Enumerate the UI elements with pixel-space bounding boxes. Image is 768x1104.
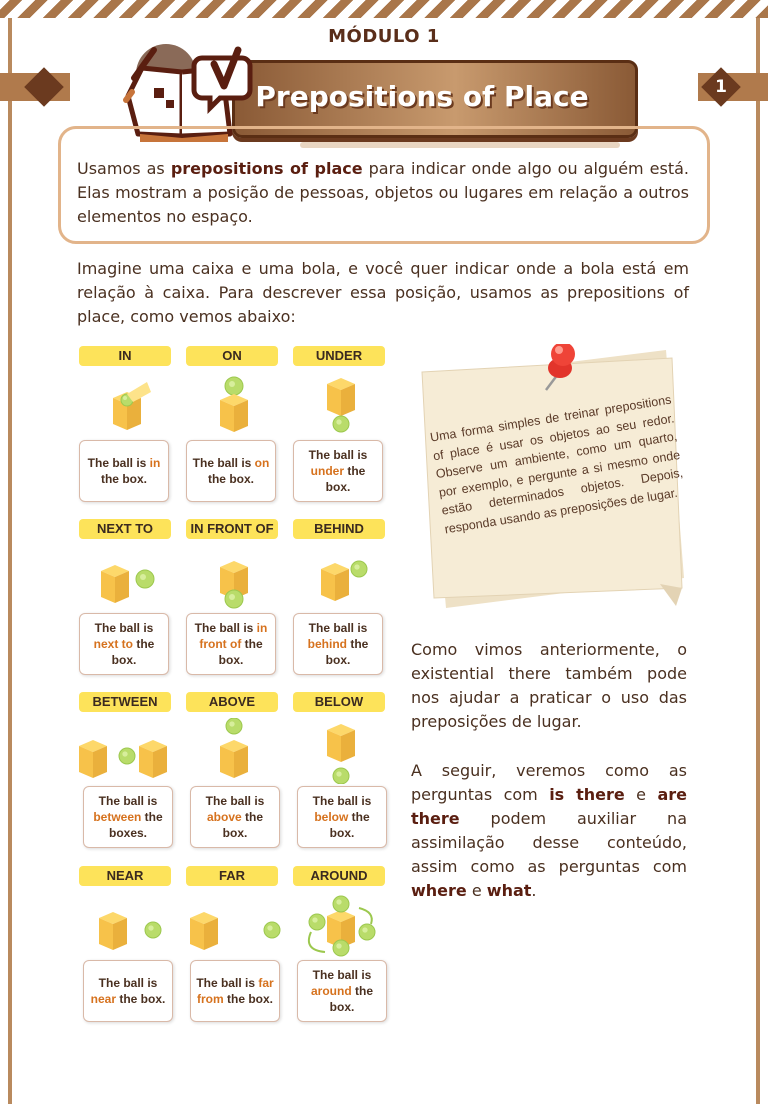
sentence-card-far: The ball is far from the box. — [190, 960, 280, 1022]
highlighted-preposition: next to — [93, 637, 133, 651]
left-border — [8, 18, 12, 1104]
highlighted-preposition: behind — [307, 637, 347, 651]
preposition-label-behind: BEHIND — [293, 519, 385, 539]
imagine-paragraph: Imagine uma caixa e uma bola, e você quer indicar onde a bola está em relação à caixa. Para descrever essa posição, usamos as prepositions of place, como vemos abaixo: — [77, 259, 689, 326]
highlighted-preposition: around — [310, 984, 352, 998]
highlighted-preposition: in — [149, 456, 161, 470]
right-border — [756, 18, 760, 1104]
illustration-around — [287, 892, 395, 958]
sentence-card-near: The ball is near the box. — [83, 960, 173, 1022]
illustration-between — [73, 718, 181, 784]
illustration-on — [180, 372, 288, 438]
preposition-label-in: IN — [79, 346, 171, 366]
preposition-label-next-to: NEXT TO — [79, 519, 171, 539]
illustration-behind — [287, 545, 395, 611]
illustration-near — [73, 892, 181, 958]
questions-paragraph: A seguir, veremos como as perguntas com is there e are there podem auxiliar na assimilação desse conteúdo, assim como as perguntas com where e what. — [411, 761, 687, 900]
highlighted-preposition: near — [90, 992, 116, 1006]
sticky-note-text: Uma forma simples de treinar prepositions of place é usar os objetos ao seu redor. Observe um ambiente, como um quarto, por exemplo, e pergunte a si mesmo onde estão determinados objetos. Depois, responda usando as preposições de lugar. — [429, 392, 684, 536]
sentence-card-below: The ball is below the box. — [297, 786, 387, 848]
preposition-label-around: AROUND — [293, 866, 385, 886]
highlighted-preposition: under — [310, 464, 344, 478]
illustration-below — [287, 718, 395, 784]
sentence-card-in-front-of: The ball is in front of the box. — [186, 613, 276, 675]
illustration-in — [73, 372, 181, 438]
sentence-card-under: The ball is under the box. — [293, 440, 383, 502]
preposition-label-under: UNDER — [293, 346, 385, 366]
illustration-above — [180, 718, 288, 784]
illustration-in-front-of — [180, 545, 288, 611]
page-number: 1 — [715, 77, 727, 97]
highlighted-preposition: below — [314, 810, 349, 824]
page-title: Prepositions of Place — [255, 80, 589, 113]
intro-paragraph: Usamos as prepositions of place para indicar onde algo ou alguém está. Elas mostram a posição de pessoas, objetos ou lugares em relação a outros elementos no espaço. — [77, 159, 690, 226]
sentence-card-in: The ball is in the box. — [79, 440, 169, 502]
sentence-card-behind: The ball is behind the box. — [293, 613, 383, 675]
highlighted-preposition: on — [254, 456, 270, 470]
preposition-label-above: ABOVE — [186, 692, 278, 712]
highlighted-preposition: between — [93, 810, 142, 824]
preposition-label-in-front-of: IN FRONT OF — [186, 519, 278, 539]
highlighted-preposition: far from — [196, 976, 274, 1006]
preposition-label-near: NEAR — [79, 866, 171, 886]
sentence-card-on: The ball is on the box. — [186, 440, 276, 502]
highlighted-preposition: above — [206, 810, 242, 824]
sentence-card-between: The ball is between the boxes. — [83, 786, 173, 848]
sentence-card-above: The ball is above the box. — [190, 786, 280, 848]
module-label: MÓDULO 1 — [328, 26, 440, 47]
highlighted-preposition: in front of — [199, 621, 268, 651]
illustration-under — [287, 372, 395, 438]
existential-paragraph: Como vimos anteriormente, o existential there também pode nos ajudar a praticar o uso das preposições de lugar. — [411, 640, 687, 731]
preposition-label-between: BETWEEN — [79, 692, 171, 712]
intro-bold-term: prepositions of place — [170, 159, 363, 178]
preposition-label-far: FAR — [186, 866, 278, 886]
sentence-card-around: The ball is around the box. — [297, 960, 387, 1022]
preposition-label-below: BELOW — [293, 692, 385, 712]
illustration-far — [180, 892, 288, 958]
sentence-card-next-to: The ball is next to the box. — [79, 613, 169, 675]
illustration-next-to — [73, 545, 181, 611]
top-stripe-border — [0, 0, 768, 18]
preposition-label-on: ON — [186, 346, 278, 366]
